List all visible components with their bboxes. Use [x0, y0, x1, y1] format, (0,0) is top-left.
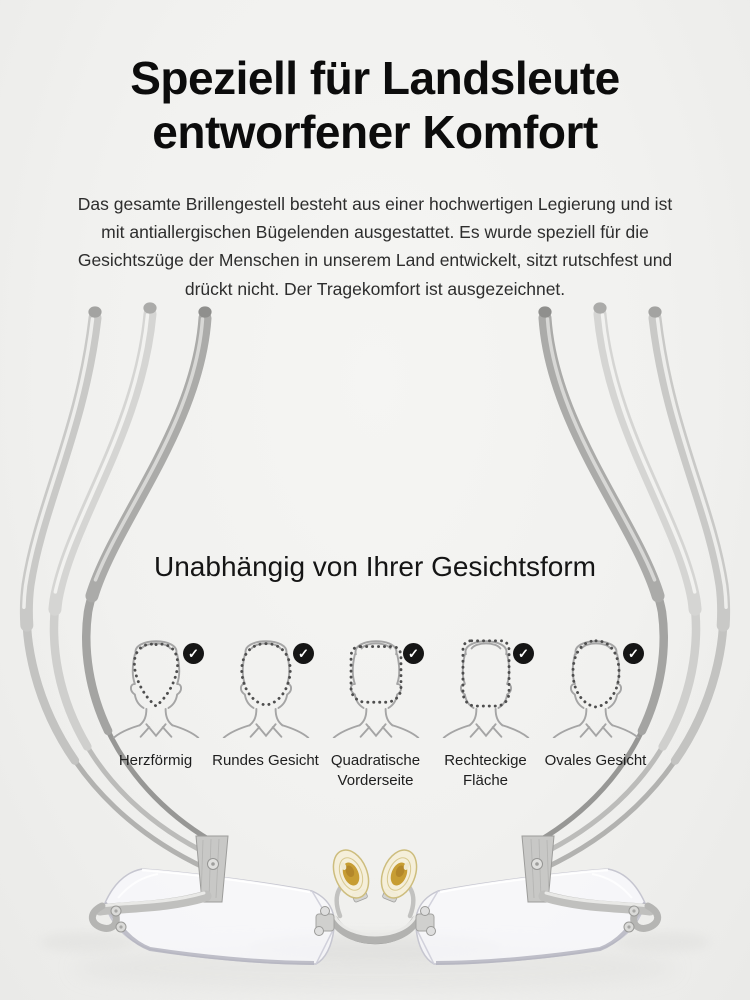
product-description: Das gesamte Brillengestell besteht aus einer hochwertigen Legierung und ist mit antiallergischen Bügelenden ausgestattet. Es wurde speziell für die Gesichtszüge der Menschen in unserem Land entwickelt, sitzt rutschfest und drückt nicht. Der Tragekomfort ist ausgezeichnet.: [77, 193, 673, 299]
face-shape-item: [542, 628, 649, 791]
check-badge: [183, 643, 204, 664]
face-label: Ovales Gesicht: [544, 752, 647, 769]
face-row: [102, 628, 649, 791]
check-icon: ✓: [518, 645, 529, 661]
title-line-1: Speziell für Landsleute: [130, 51, 620, 104]
face-sketch-wrap: [212, 628, 319, 738]
title-line-2: entworfener Komfort: [152, 106, 598, 159]
face-shape-item: [322, 628, 429, 791]
face-sketch-wrap: [102, 628, 209, 738]
face-label: Herzförmig: [118, 752, 193, 769]
nose-pad-right: [374, 845, 436, 936]
face-shape-item: [102, 628, 209, 791]
check-badge: [293, 643, 314, 664]
check-icon: ✓: [628, 645, 639, 661]
check-badge: [403, 643, 424, 664]
face-shape-item: [212, 628, 319, 791]
check-badge: [623, 643, 644, 664]
nose-pad-left: [315, 845, 377, 936]
face-section-heading: Unabhängig von Ihrer Gesichtsform: [154, 551, 596, 582]
face-shape-item: [432, 628, 539, 791]
face-sketch-wrap: [432, 628, 539, 738]
face-label: Rechteckige Fläche: [444, 752, 527, 789]
face-sketch-wrap: [322, 628, 429, 738]
check-badge: [513, 643, 534, 664]
check-icon: ✓: [298, 645, 309, 661]
check-icon: ✓: [408, 645, 419, 661]
face-sketch-wrap: [542, 628, 649, 738]
face-label: Quadratische Vorderseite: [330, 752, 421, 789]
check-icon: ✓: [188, 645, 199, 661]
page-title: [0, 51, 750, 160]
face-label: Rundes Gesicht: [212, 752, 319, 769]
